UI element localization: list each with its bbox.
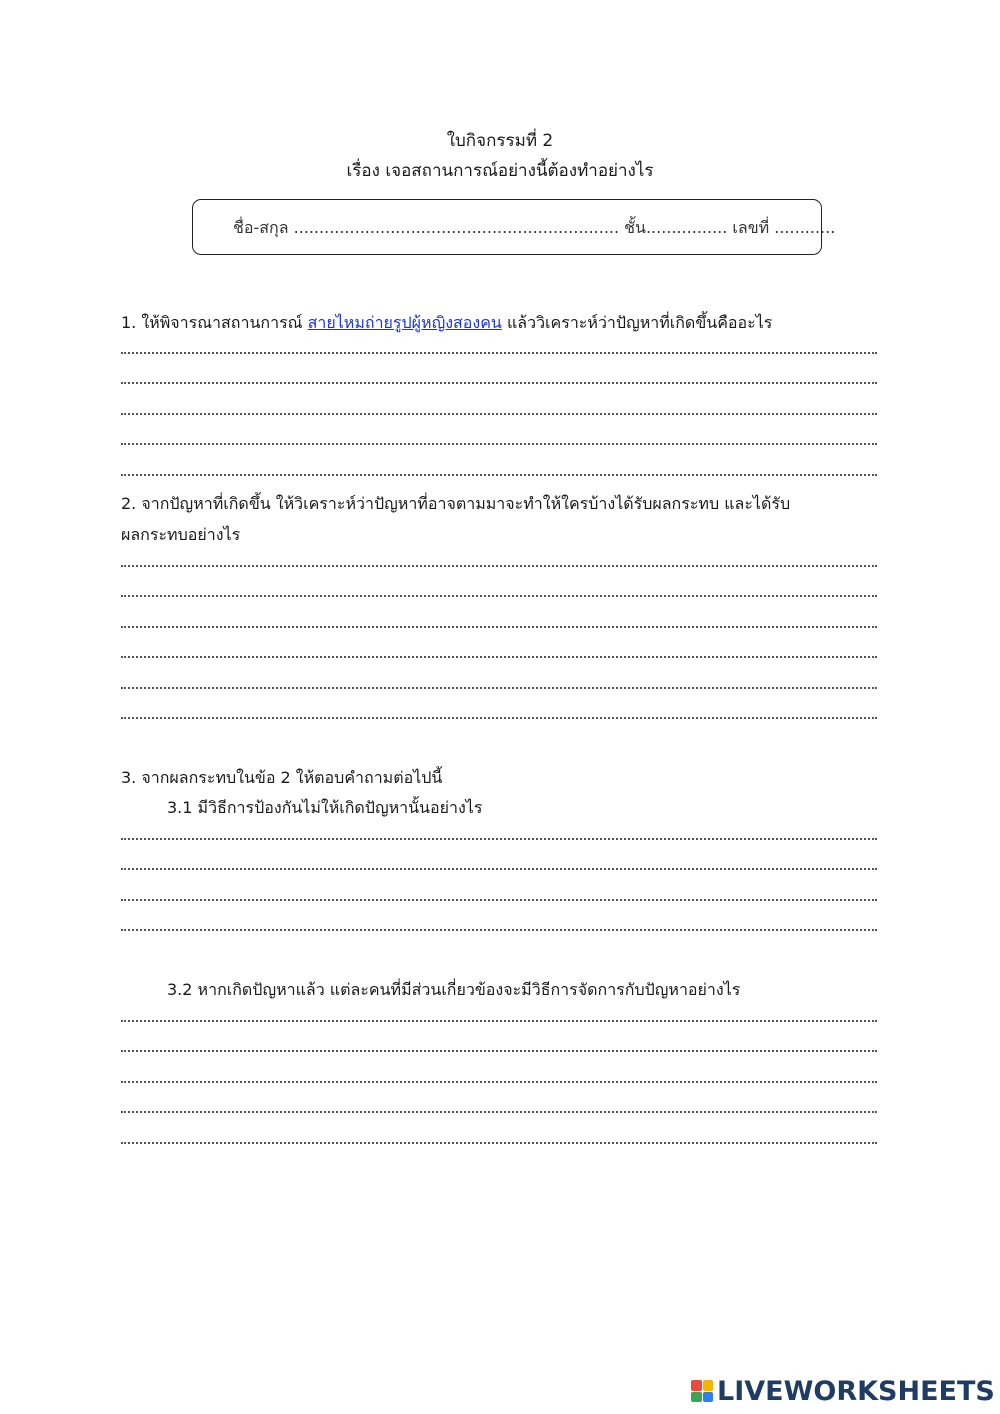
answer-line[interactable] <box>121 899 877 901</box>
answer-line[interactable] <box>121 413 877 415</box>
answer-line[interactable] <box>121 868 877 870</box>
question-3-2: 3.2 หากเกิดปัญหาแล้ว แต่ละคนที่มีส่วนเกี่ยวข้องจะมีวิธีการจัดการกับปัญหาอย่างไร <box>167 980 741 999</box>
answer-line[interactable] <box>121 1111 877 1113</box>
answer-line[interactable] <box>121 687 877 689</box>
answer-line[interactable] <box>121 838 877 840</box>
answer-line[interactable] <box>121 443 877 445</box>
answer-line[interactable] <box>121 382 877 384</box>
logo-tile <box>703 1392 714 1403</box>
answer-line[interactable] <box>121 1142 877 1144</box>
answer-line[interactable] <box>121 565 877 567</box>
worksheet-title: ใบกิจกรรมที่ 2 <box>446 131 554 151</box>
answer-line[interactable] <box>121 474 877 476</box>
question-3: 3. จากผลกระทบในข้อ 2 ให้ตอบคำถามต่อไปนี้ <box>121 768 443 787</box>
logo-tile <box>691 1380 702 1391</box>
logo-tile <box>703 1380 714 1391</box>
worksheet-subtitle: เรื่อง เจอสถานการณ์อย่างนี้ต้องทำอย่างไร <box>346 161 654 181</box>
question-1-prefix: 1. ให้พิจารณาสถานการณ์ <box>121 313 308 332</box>
answer-line[interactable] <box>121 1050 877 1052</box>
answer-line[interactable] <box>121 1020 877 1022</box>
logo-tile <box>691 1392 702 1403</box>
answer-line[interactable] <box>121 352 877 354</box>
question-1 <box>121 311 772 336</box>
answer-line[interactable] <box>121 656 877 658</box>
question-3-1: 3.1 มีวิธีการป้องกันไม่ให้เกิดปัญหานั้นอย่างไร <box>167 798 483 817</box>
question-2-line-2: ผลกระทบอย่างไร <box>121 525 241 544</box>
situation-link[interactable]: สายไหมถ่ายรูปผู้หญิงสองคน <box>307 313 502 332</box>
answer-line[interactable] <box>121 1081 877 1083</box>
answer-line[interactable] <box>121 626 877 628</box>
liveworksheets-logo-icon <box>691 1380 713 1402</box>
question-1-suffix: แล้ววิเคราะห์ว่าปัญหาที่เกิดขึ้นคืออะไร <box>501 313 773 332</box>
student-info-text: ชื่อ-สกุล ................................................................ ชั้น................ เลขที่ ............ <box>233 218 836 237</box>
answer-line[interactable] <box>121 929 877 931</box>
liveworksheets-logo <box>691 1376 995 1406</box>
student-info-box <box>192 199 836 255</box>
question-2-line-1: 2. จากปัญหาที่เกิดขึ้น ให้วิเคราะห์ว่าปัญหาที่อาจตามมาจะทำให้ใครบ้างได้รับผลกระทบ และได้รับ <box>121 494 791 513</box>
liveworksheets-brand: LIVEWORKSHEETS <box>717 1375 995 1407</box>
answer-line[interactable] <box>121 717 877 719</box>
answer-line[interactable] <box>121 595 877 597</box>
